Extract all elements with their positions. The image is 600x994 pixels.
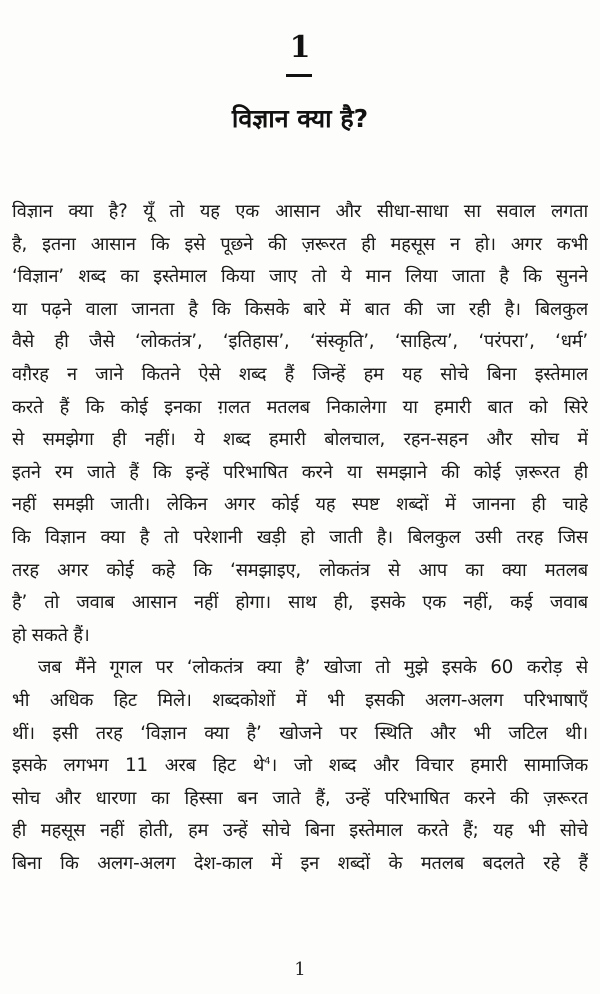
body-line: करते हैं कि कोई इनका ग़लत मतलब निकालेगा या हमारी बात को सिरे [12, 396, 588, 418]
body-line: तरह अगर कोई कहे कि ‘समझाइए, लोकतंत्र से आप का क्या मतलब [12, 559, 588, 581]
body-line: भी अधिक हिट मिले। शब्दकोशों में भी इसकी अलग-अलग परिभाषाएँ [12, 689, 588, 711]
body-line: से समझेगा ही नहीं। ये शब्द हमारी बोलचाल, रहन-सहन और सोच में [12, 429, 588, 451]
chapter-title: विज्ञान क्या है? [231, 104, 369, 133]
body-line: इतने रम जाते हैं कि इन्हें परिभाषित करने या समझाने की कोई ज़रूरत ही [12, 461, 588, 483]
body-text [12, 196, 588, 926]
body-line: बिना कि अलग-अलग देश-काल में इन शब्दों के मतलब बदलते रहे हैं [12, 852, 588, 874]
body-line-continuation: । जो शब्द और विचार हमारी सामाजिक [270, 755, 588, 777]
body-line-text: इसके लगभग 11 अरब हिट थे [12, 755, 265, 777]
body-line: या पढ़ने वाला जानता है कि किसके बारे में बात की जा रही है। बिलकुल [12, 298, 588, 320]
body-line: वैसे ही जैसे ‘लोकतंत्र’, ‘इतिहास’, ‘संस्कृति’, ‘साहित्य’, ‘परंपरा’, ‘धर्म’ [12, 331, 588, 353]
body-line: वग़ैरह न जाने कितने ऐसे शब्द हैं जिन्हें हम यह सोचे बिना इस्तेमाल [12, 363, 588, 385]
body-line: ही महसूस नहीं होती, हम उन्हें सोचे बिना इस्तेमाल करते हैं; यह भी सोचे [12, 820, 588, 842]
body-line: हो सकते हैं। [12, 624, 90, 646]
body-line: है, इतना आसान कि इसे पूछने की ज़रूरत ही महसूस न हो। अगर कभी [12, 233, 588, 255]
body-line: ‘विज्ञान’ शब्द का इस्तेमाल किया जाए तो ये मान लिया जाता है कि सुनने [12, 266, 588, 288]
body-line-with-footnote [12, 750, 588, 783]
page-number: 1 [294, 959, 306, 980]
body-line: है’ तो जवाब आसान नहीं होगा। साथ ही, इसके एक नहीं, कई जवाब [12, 592, 588, 614]
chapter-number-rule [286, 74, 312, 77]
body-line: विज्ञान क्या है? यूँ तो यह एक आसान और सीधा-साधा सा सवाल लगता [12, 201, 588, 222]
body-line: कि विज्ञान क्या है तो परेशानी खड़ी हो जाती है। बिलकुल उसी तरह जिस [12, 526, 588, 548]
body-line: सोच और धारणा का हिस्सा बन जाते हैं, उन्हें परिभाषित करने की ज़रूरत [12, 787, 588, 809]
footnote-marker[interactable]: 4 [264, 756, 271, 768]
body-line: जब मैंने गूगल पर ‘लोकतंत्र क्या है’ खोजा तो मुझे इसके 60 करोड़ से [38, 657, 588, 679]
chapter-number: 1 [289, 30, 311, 65]
body-line: नहीं समझी जाती। लेकिन अगर कोई यह स्पष्ट शब्दों में जानना ही चाहे [12, 494, 588, 516]
body-line: थीं। इसी तरह ‘विज्ञान क्या है’ खोजने पर स्थिति और भी जटिल थी। [12, 722, 588, 744]
